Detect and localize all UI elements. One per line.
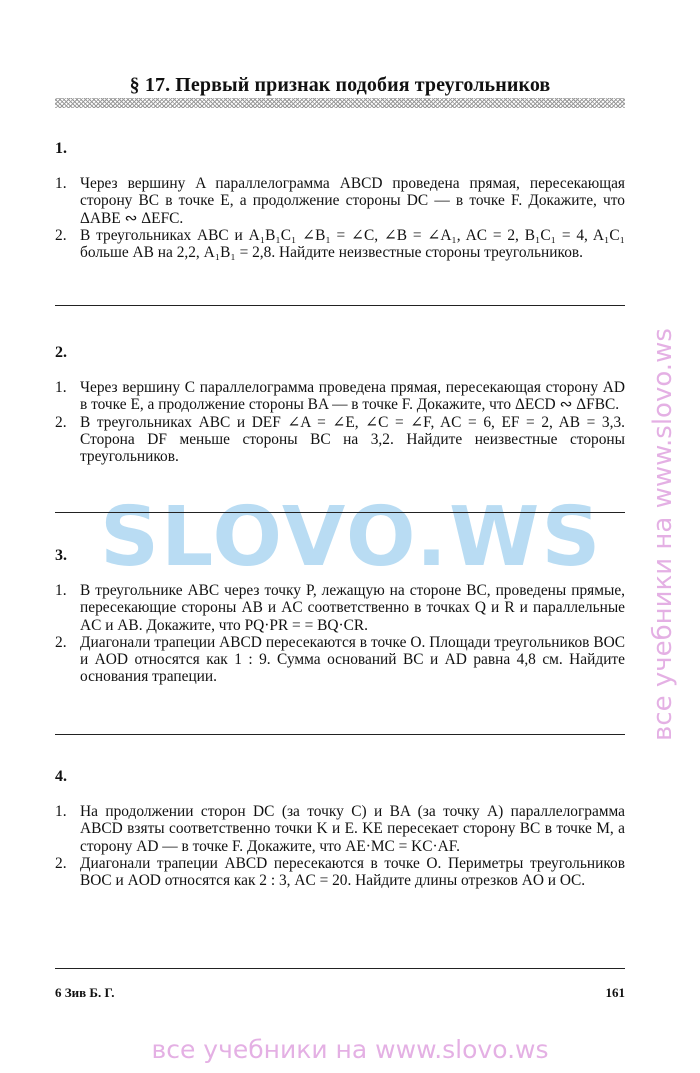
page-number: 161 [605,985,625,1000]
variant-number: 2. [55,344,67,361]
task-item [55,227,625,262]
task-number: 2. [55,413,67,431]
task-text: Через вершину C параллелограмма проведена прямая, пересекающая сторону AD в точке E, а продолжение стороны BA — в точке F. Докажите, что ΔECD ∾ ΔFBC. [80,379,625,414]
task-number: 2. [55,854,67,872]
task-number: 1. [55,175,67,192]
task-text: На продолжении сторон DC (за точку C) и BA (за точку A) параллелограмма ABCD взяты соответственно точки K и E. KE пересекает сторону BC в точке M, а сторону AD — в точке F. Докажите, что AE·MC = KC·AF. [80,803,625,855]
task-text: Через вершину A параллелограмма ABCD проведена прямая, пересекающая сторону BC в точке E, а продолжение стороны DC — в точке F. Докажите, что ΔABE ∾ ΔEFC. [80,175,625,227]
variant-1 [55,140,625,261]
task-item [55,379,625,414]
task-item [55,855,625,890]
footer-divider [55,968,625,969]
task-item [55,803,625,855]
variant-number: 3. [55,547,67,564]
watermark-bottom: все учебники на www.slovo.ws [151,1035,549,1064]
variant-number: 1. [55,140,67,157]
task-number: 2. [55,633,67,651]
task-number: 2. [55,226,67,244]
task-number: 1. [55,803,67,820]
task-text: В треугольнике ABC через точку P, лежащую на стороне BC, проведены прямые, пересекающие стороны AB и AC соответственно в точках Q и R и параллельные AC и AB. Докажите, что PQ·PR = = BQ·CR. [80,582,625,634]
variant-3 [55,547,625,686]
task-item [55,414,625,466]
variant-2 [55,344,625,465]
task-item [55,175,625,227]
task-text: Диагонали трапеции ABCD пересекаются в точке O. Площади треугольников BOC и AOD относятся как 1 : 9. Сумма оснований BC и AD равна 4,8 см. Найдите основания трапеции. [80,633,625,686]
divider-line [55,512,625,513]
task-text: В треугольниках ABC и DEF ∠A = ∠E, ∠C = ∠F, AC = 6, EF = 2, AB = 3,3. Сторона DF меньше стороны BC на 3,2. Найдите неизвестные стороны треугольников. [80,413,625,466]
variant-number: 4. [55,768,67,785]
task-text: В треугольниках ABC и A₁B₁C₁ ∠B₁ = ∠C, ∠B = ∠A₁, AC = 2, B₁C₁ = 4, A₁C₁ больше AB на 2,2, A₁B₁ = 2,8. Найдите неизвестные стороны треугольников. [80,226,625,262]
section-header [55,72,625,112]
watermark-center: SLOVO.WS [100,490,603,585]
variant-4 [55,768,625,889]
task-text: Диагонали трапеции ABCD пересекаются в точке O. Периметры треугольников BOC и AOD относятся как 2 : 3, AC = 20. Найдите длины отрезков AO и OC. [80,854,625,890]
page-title [55,74,625,97]
divider-line [55,734,625,735]
title-hatch-bar [55,98,625,108]
watermark-side: все учебники на www.slovo.ws [648,328,678,742]
task-number: 1. [55,582,67,599]
task-item [55,634,625,686]
task-item [55,582,625,634]
footer-author: 6 Зив Б. Г. [55,985,115,1000]
task-number: 1. [55,379,67,396]
divider-line [55,305,625,306]
page-title-text: § 17. Первый признак подобия треугольников [124,74,557,96]
